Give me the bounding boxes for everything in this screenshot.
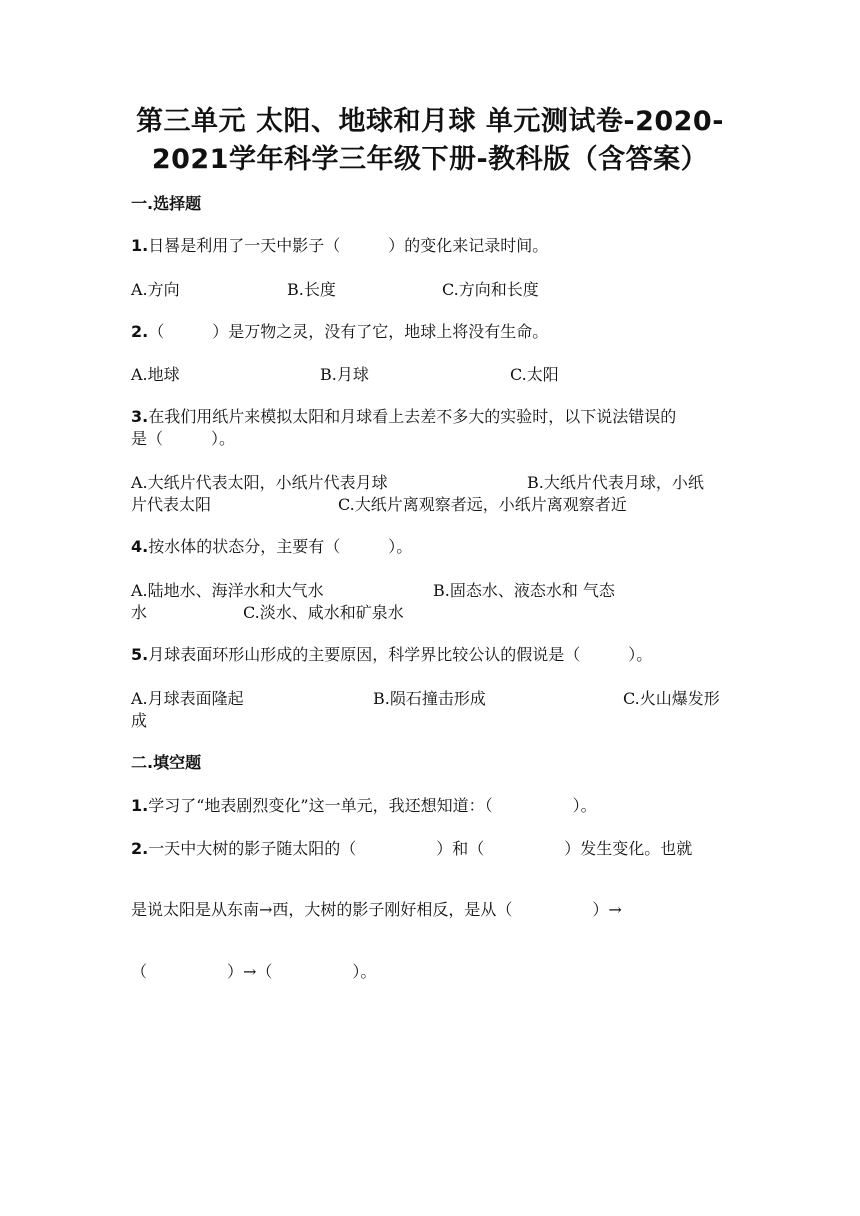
option-b: B.长度 (287, 280, 336, 299)
question-stem: 学习了“地表剧烈变化”这一单元，我还想知道：（ ）。 (148, 796, 597, 815)
fill-question-2 (131, 838, 731, 860)
choice-question-1 (131, 235, 731, 257)
option-a: A.方向 (131, 280, 180, 299)
fill-question-2-line-2: 是说太阳是从东南→西，大树的影子刚好相反，是从（ ）→ (131, 900, 622, 919)
question-number: 3. (131, 407, 149, 426)
question-number: 1. (131, 796, 149, 815)
question-number: 1. (131, 236, 149, 255)
option-c: C.火山爆发形 (623, 689, 720, 708)
option-a: A.地球 (131, 365, 180, 384)
option-c-continued: 成 (131, 711, 148, 730)
option-a: A.月球表面隆起 (131, 689, 244, 708)
question-stem: 日晷是利用了一天中影子（ ）的变化来记录时间。 (148, 236, 549, 255)
question-stem: （ ）是万物之灵，没有了它，地球上将没有生命。 (148, 322, 549, 341)
fill-question-1 (131, 795, 731, 817)
option-b: B.月球 (320, 365, 369, 384)
choice-question-2 (131, 321, 731, 343)
question-number: 4. (131, 537, 149, 556)
title-line-2: 2021学年科学三年级下册-教科版（含答案） (151, 144, 709, 175)
choice-question-5 (131, 644, 731, 666)
option-a: A.陆地水、海洋水和大气水 (131, 581, 324, 600)
option-b: B.陨石撞击形成 (373, 689, 486, 708)
choice-question-4 (131, 536, 731, 558)
option-b: B.固态水、液态水和 气态 (433, 581, 615, 600)
option-c: C.方向和长度 (442, 280, 539, 299)
fill-question-2-line-3: （ ）→（ ）。 (131, 962, 377, 981)
option-b: B.大纸片代表月球，小纸 (527, 473, 704, 492)
question-stem: 月球表面环形山形成的主要原因，科学界比较公认的假说是（ ）。 (148, 645, 653, 664)
choice-question-3-continued: 是（ ）。 (131, 429, 236, 448)
option-c: C.太阳 (510, 365, 559, 384)
title-line-1: 第三单元 太阳、地球和月球 单元测试卷-2020- (136, 106, 724, 137)
question-number: 2. (131, 839, 149, 858)
section-choice-heading: 一.选择题 (131, 194, 202, 213)
question-stem: 在我们用纸片来模拟太阳和月球看上去差不多大的实验时，以下说法错误的 (148, 407, 677, 426)
option-b-continued: 片代表太阳 (131, 495, 212, 514)
question-number: 5. (131, 645, 149, 664)
choice-question-3 (131, 406, 731, 428)
question-stem: 按水体的状态分，主要有（ ）。 (148, 537, 413, 556)
option-a: A.大纸片代表太阳，小纸片代表月球 (131, 473, 388, 492)
question-number: 2. (131, 322, 149, 341)
option-b-continued: 水 (131, 603, 148, 622)
option-c: C.淡水、咸水和矿泉水 (243, 603, 404, 622)
section-fill-heading: 二.填空题 (131, 753, 202, 772)
question-stem: 一天中大树的影子随太阳的（ ）和（ ）发生变化。也就 (148, 839, 693, 858)
option-c: C.大纸片离观察者远，小纸片离观察者近 (338, 495, 627, 514)
